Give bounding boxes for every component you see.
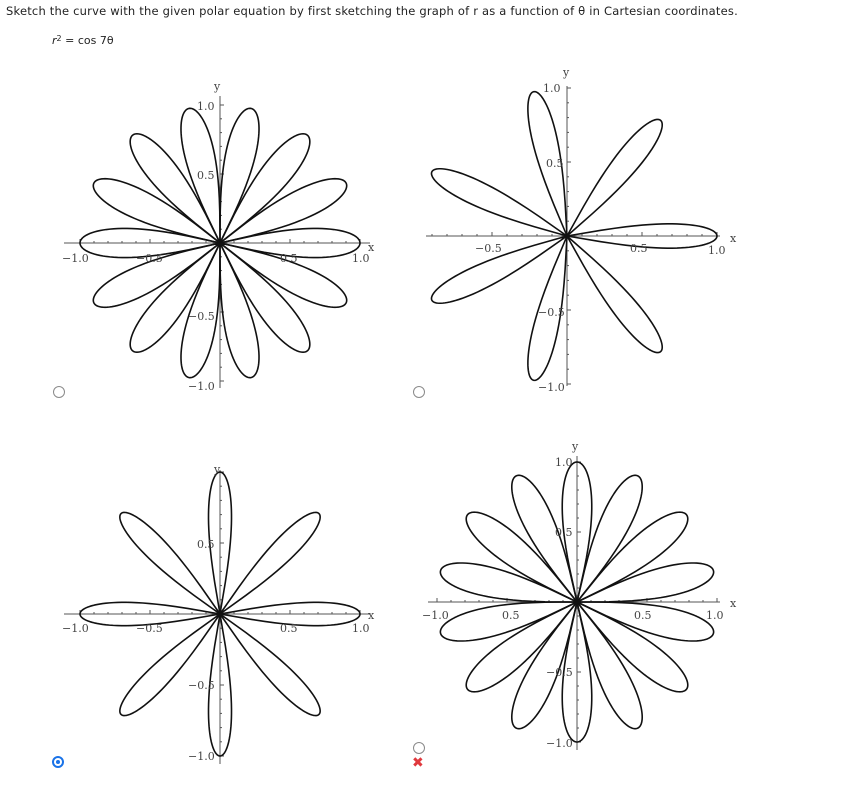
petal	[567, 119, 662, 236]
x-tick-label: 0.5	[634, 609, 652, 622]
x-axis-label: x	[368, 609, 375, 622]
y-tick-label: −0.5	[538, 306, 565, 319]
petal	[567, 236, 662, 353]
option-d-plot	[420, 432, 750, 757]
x-tick-label: 1.0	[352, 622, 370, 635]
y-tick-label: −0.5	[188, 310, 215, 323]
petal	[220, 108, 259, 243]
y-axis-label: y	[214, 80, 221, 93]
option-b-plot	[420, 62, 750, 392]
option-c-graph	[60, 458, 380, 768]
y-axis-label: y	[214, 463, 221, 476]
y-tick-label: 1.0	[555, 456, 573, 469]
option-a-radio[interactable]	[53, 386, 65, 398]
x-tick-label: −0.5	[136, 252, 163, 265]
y-tick-label: 0.5	[546, 157, 564, 170]
x-tick-label: 0.5	[280, 252, 298, 265]
y-tick-label: −0.5	[188, 679, 215, 692]
x-axis-label: x	[730, 597, 737, 610]
petal	[120, 512, 220, 614]
petal	[577, 512, 688, 602]
petal	[130, 134, 220, 243]
equation: $r^2 = \cos 7\theta$	[52, 34, 114, 47]
petal	[577, 602, 688, 692]
x-tick-label: 0.5	[280, 622, 298, 635]
y-tick-label: 1.0	[543, 82, 561, 95]
y-axis-label: y	[572, 440, 579, 453]
option-c-plot	[60, 458, 380, 768]
petal	[577, 563, 714, 602]
x-tick-label: 0.5	[502, 609, 520, 622]
option-b-graph	[420, 62, 750, 392]
x-tick-label: 1.0	[708, 244, 726, 257]
x-tick-label: −0.5	[136, 622, 163, 635]
y-tick-label: −1.0	[538, 381, 565, 394]
option-d-graph	[420, 432, 750, 757]
y-tick-label: −1.0	[188, 380, 215, 393]
x-axis-label: x	[368, 241, 375, 254]
x-tick-label: 1.0	[352, 252, 370, 265]
y-tick-label: −1.0	[188, 750, 215, 763]
x-tick-label: 1.0	[706, 609, 724, 622]
option-a-plot	[60, 68, 380, 393]
petal	[220, 512, 320, 614]
wrong-answer-icon: ✖	[412, 755, 424, 771]
x-tick-label: −1.0	[422, 609, 449, 622]
y-tick-label: −1.0	[546, 737, 573, 750]
x-tick-label: −1.0	[62, 252, 89, 265]
petal	[220, 614, 320, 716]
petal	[120, 614, 220, 716]
option-b-axes	[426, 86, 720, 386]
y-axis-label: y	[563, 66, 570, 79]
option-a-graph	[60, 68, 380, 393]
petal	[220, 134, 310, 243]
y-tick-label: 0.5	[197, 169, 215, 182]
option-d-radio[interactable]	[413, 742, 425, 754]
x-tick-label: −1.0	[62, 622, 89, 635]
y-tick-label: −0.5	[546, 666, 573, 679]
x-tick-label: −0.5	[475, 242, 502, 255]
option-c-radio-selected[interactable]	[52, 756, 64, 768]
y-tick-label: 1.0	[197, 100, 215, 113]
y-tick-label: 0.5	[197, 538, 215, 551]
option-b-radio[interactable]	[413, 386, 425, 398]
question-text: Sketch the curve with the given polar equation by first sketching the graph of r as a function of θ in Cartesian coordinates.	[6, 4, 738, 18]
petal	[220, 243, 259, 378]
petal	[431, 169, 567, 236]
petal	[440, 563, 577, 602]
y-tick-label: 0.5	[555, 526, 573, 539]
x-axis-label: x	[730, 232, 737, 245]
x-tick-label: 0.5	[630, 242, 648, 255]
